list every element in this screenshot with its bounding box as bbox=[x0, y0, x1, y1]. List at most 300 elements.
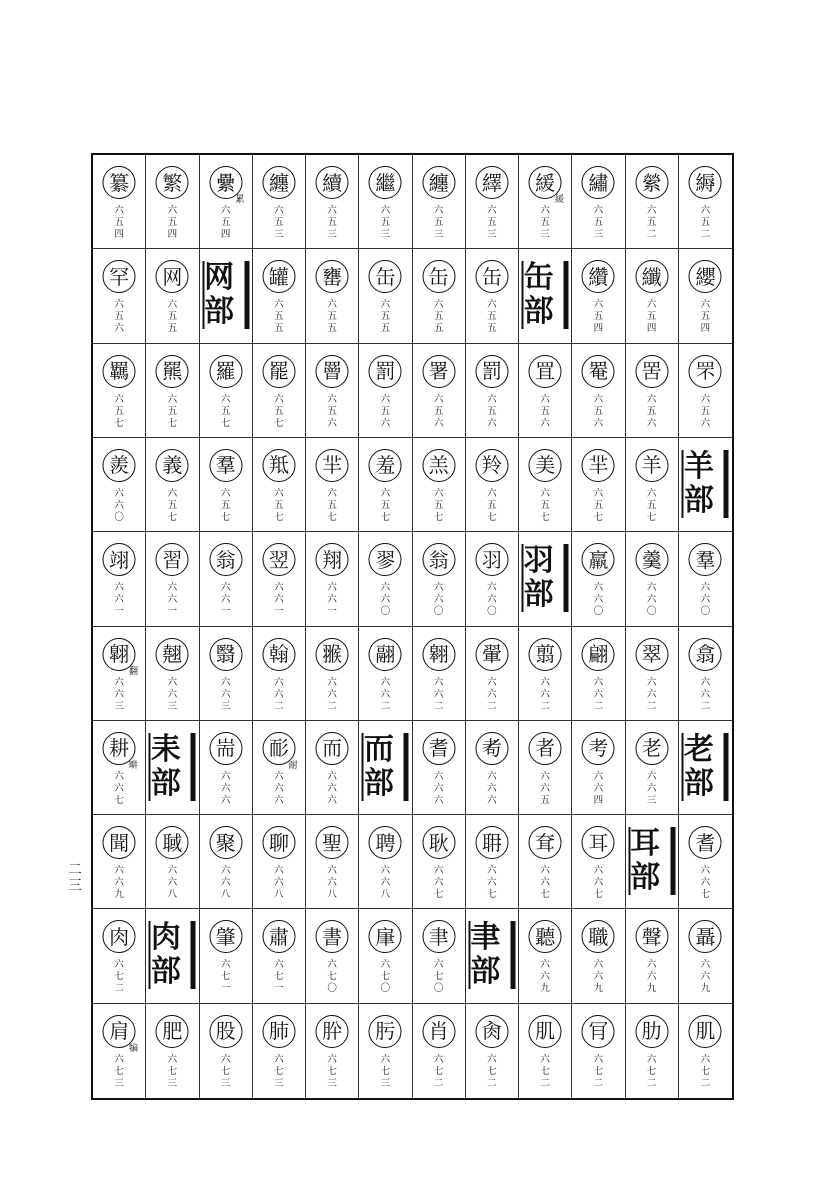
circled-character: 股 bbox=[209, 1015, 242, 1048]
page-reference: 六六〇 bbox=[487, 582, 497, 618]
character-entry bbox=[626, 627, 679, 721]
page-reference: 六五五 bbox=[327, 299, 337, 335]
circled-character: 聚 bbox=[209, 826, 242, 859]
character-entry bbox=[306, 721, 359, 815]
circled-character: 肎 bbox=[582, 1015, 615, 1048]
circled-character: 聖 bbox=[316, 826, 349, 859]
radical-heading-cell bbox=[519, 532, 572, 626]
page-reference: 六六二 bbox=[540, 676, 550, 712]
circled-character: 翺 bbox=[103, 638, 136, 671]
circled-character: 習 bbox=[156, 543, 189, 576]
circled-character: 耼 bbox=[475, 826, 508, 859]
circled-character: 聘 bbox=[369, 826, 402, 859]
page-reference: 六六〇 bbox=[700, 582, 711, 618]
character-entry bbox=[253, 815, 306, 909]
circled-character: 羔 bbox=[422, 449, 455, 482]
radical-heading-cell bbox=[466, 909, 519, 1003]
circled-character: 网 bbox=[156, 260, 189, 293]
radical-heading-cell bbox=[146, 721, 199, 815]
character-entry bbox=[626, 532, 679, 626]
circled-character: 翭 bbox=[316, 638, 349, 671]
circled-character: 肌 bbox=[529, 1015, 562, 1048]
character-entry bbox=[519, 1004, 572, 1098]
radical-heading-cell bbox=[519, 249, 572, 343]
page-reference: 六五五 bbox=[167, 299, 178, 335]
radical-heading: 羊部 bbox=[682, 450, 729, 518]
character-entry bbox=[679, 155, 732, 249]
character-entry bbox=[306, 155, 359, 249]
circled-character: 翠 bbox=[635, 638, 668, 671]
circled-character: 罋 bbox=[316, 260, 349, 293]
page-reference: 六六九 bbox=[540, 959, 550, 995]
circled-character: 繁 bbox=[156, 166, 189, 199]
circled-character: 肌 bbox=[689, 1015, 722, 1048]
circled-character: 肉 bbox=[103, 920, 136, 953]
circled-character: 羽 bbox=[475, 543, 508, 576]
page-reference: 六五六 bbox=[380, 393, 391, 429]
character-entry bbox=[626, 344, 679, 438]
character-entry bbox=[679, 627, 732, 721]
character-entry bbox=[93, 721, 146, 815]
circled-character: 纍 bbox=[209, 166, 242, 199]
circled-character: 聲 bbox=[635, 920, 668, 953]
circled-character: 羆 bbox=[156, 355, 189, 388]
page-reference: 六五四 bbox=[646, 299, 657, 335]
circled-character: 羞 bbox=[369, 449, 402, 482]
page-reference: 六六〇 bbox=[593, 582, 604, 618]
page-reference: 六五三 bbox=[540, 205, 550, 240]
circled-character: 耿 bbox=[422, 826, 455, 859]
page-reference: 六五五 bbox=[274, 299, 284, 335]
page-reference: 六六八 bbox=[167, 865, 178, 901]
circled-character: 翌 bbox=[262, 543, 295, 576]
page-reference: 六六二 bbox=[380, 676, 391, 712]
radical-heading: 耒部 bbox=[149, 733, 196, 801]
character-entry bbox=[626, 155, 679, 249]
character-entry bbox=[306, 438, 359, 532]
page-reference: 六五六 bbox=[433, 393, 444, 429]
character-entry bbox=[413, 438, 466, 532]
circled-character: 缶 bbox=[422, 260, 455, 293]
page-reference: 六六六 bbox=[327, 770, 337, 806]
character-entry bbox=[626, 721, 679, 815]
radical-heading: 羽部 bbox=[522, 544, 569, 612]
circled-character: 肁 bbox=[369, 920, 402, 953]
character-entry bbox=[519, 344, 572, 438]
circled-character: 羸 bbox=[582, 543, 615, 576]
page-reference: 六五六 bbox=[487, 393, 497, 429]
circled-character: 義 bbox=[156, 449, 189, 482]
character-entry bbox=[253, 909, 306, 1003]
circled-character: 美 bbox=[529, 449, 562, 482]
radical-index-table bbox=[91, 153, 734, 1100]
page-reference: 六六七 bbox=[700, 865, 711, 901]
circled-character: 缶 bbox=[369, 260, 402, 293]
circled-character: 羅 bbox=[209, 355, 242, 388]
character-entry bbox=[359, 155, 412, 249]
circled-character: 罾 bbox=[316, 355, 349, 388]
page-reference: 六五七 bbox=[167, 393, 178, 429]
circled-character: 罝 bbox=[529, 355, 562, 388]
character-entry bbox=[359, 815, 412, 909]
page-reference: 六六六 bbox=[220, 770, 231, 806]
character-entry bbox=[466, 1004, 519, 1098]
circled-character: 罨 bbox=[582, 355, 615, 388]
page-reference: 六七三 bbox=[114, 1053, 124, 1089]
character-entry bbox=[626, 1004, 679, 1098]
page-reference: 六六〇 bbox=[114, 487, 124, 523]
character-entry bbox=[253, 344, 306, 438]
character-entry bbox=[93, 1004, 146, 1098]
character-entry bbox=[679, 344, 732, 438]
character-entry bbox=[200, 155, 253, 249]
circled-character: 纘 bbox=[582, 260, 615, 293]
circled-character: 缶 bbox=[475, 260, 508, 293]
circled-character: 繡 bbox=[582, 166, 615, 199]
page-reference: 六五六 bbox=[700, 393, 711, 429]
character-entry bbox=[359, 249, 412, 343]
circled-character: 翁 bbox=[209, 543, 242, 576]
circled-character: 翰 bbox=[262, 638, 295, 671]
character-entry bbox=[679, 815, 732, 909]
character-entry bbox=[572, 909, 625, 1003]
page-reference: 六五四 bbox=[593, 299, 604, 335]
character-entry bbox=[413, 344, 466, 438]
circled-character: 耇 bbox=[475, 732, 508, 765]
page-reference: 六五七 bbox=[274, 487, 284, 523]
character-entry bbox=[626, 249, 679, 343]
circled-character: 翱 bbox=[422, 638, 455, 671]
circled-character: 翦 bbox=[529, 638, 562, 671]
circled-character: 耆 bbox=[689, 826, 722, 859]
page-reference: 六六九 bbox=[114, 865, 124, 901]
character-entry bbox=[413, 1004, 466, 1098]
circled-character: 署 bbox=[422, 355, 455, 388]
character-entry bbox=[306, 532, 359, 626]
page-reference: 六六八 bbox=[274, 865, 284, 901]
circled-character: 縈 bbox=[635, 166, 668, 199]
page-reference: 六七三 bbox=[380, 1053, 391, 1089]
character-entry bbox=[253, 627, 306, 721]
page-number: 二三 bbox=[68, 862, 82, 894]
character-entry bbox=[572, 721, 625, 815]
circled-character: 耷 bbox=[529, 826, 562, 859]
circled-character: 翏 bbox=[369, 543, 402, 576]
circled-character: 老 bbox=[635, 732, 668, 765]
circled-character: 繼 bbox=[369, 166, 402, 199]
page-reference: 六六〇 bbox=[433, 582, 444, 618]
circled-character: 罷 bbox=[262, 355, 295, 388]
page-reference: 六五七 bbox=[114, 393, 124, 429]
page-reference: 六七二 bbox=[646, 1053, 657, 1089]
character-entry bbox=[626, 438, 679, 532]
radical-heading-cell bbox=[679, 438, 732, 532]
variant-form: 耐 bbox=[288, 760, 298, 771]
circled-character: 耑 bbox=[209, 732, 242, 765]
character-entry bbox=[519, 815, 572, 909]
circled-character: 羨 bbox=[103, 449, 136, 482]
page-reference: 六五五 bbox=[380, 299, 391, 335]
character-entry bbox=[413, 815, 466, 909]
circled-character: 翩 bbox=[582, 638, 615, 671]
circled-character: 肇 bbox=[209, 920, 242, 953]
circled-character: 肏 bbox=[475, 1015, 508, 1048]
character-entry bbox=[200, 721, 253, 815]
page-reference: 六六一 bbox=[167, 582, 178, 618]
character-entry bbox=[466, 249, 519, 343]
page-reference: 六七三 bbox=[220, 1053, 231, 1089]
character-entry bbox=[572, 438, 625, 532]
circled-character: 書 bbox=[316, 920, 349, 953]
circled-character: 肩 bbox=[103, 1015, 136, 1048]
page-reference: 六六七 bbox=[593, 865, 604, 901]
page-reference: 六五七 bbox=[540, 487, 550, 523]
circled-character: 纏 bbox=[422, 166, 455, 199]
character-entry bbox=[93, 249, 146, 343]
radical-heading: 聿部 bbox=[468, 921, 515, 989]
character-entry bbox=[359, 438, 412, 532]
character-entry bbox=[572, 1004, 625, 1098]
page-reference: 六六八 bbox=[380, 865, 391, 901]
character-entry bbox=[679, 249, 732, 343]
circled-character: 考 bbox=[582, 732, 615, 765]
page-reference: 六五六 bbox=[327, 393, 337, 429]
character-entry bbox=[572, 155, 625, 249]
character-entry bbox=[93, 909, 146, 1003]
variant-form: 犏 bbox=[129, 1043, 139, 1054]
character-entry bbox=[572, 344, 625, 438]
circled-character: 而 bbox=[316, 732, 349, 765]
page-reference: 六五三 bbox=[274, 205, 284, 240]
character-entry bbox=[359, 532, 412, 626]
page-reference: 六六一 bbox=[327, 582, 337, 618]
page-reference: 六五六 bbox=[540, 393, 550, 429]
page-reference: 六六一 bbox=[274, 582, 284, 618]
page-reference: 六五四 bbox=[220, 205, 231, 240]
page-reference: 六七二 bbox=[700, 1053, 711, 1089]
radical-heading: 肉部 bbox=[149, 921, 196, 989]
radical-heading-cell bbox=[200, 249, 253, 343]
circled-character: 肅 bbox=[262, 920, 295, 953]
page-reference: 六五二 bbox=[646, 205, 657, 240]
page-reference: 六六八 bbox=[220, 865, 231, 901]
circled-character: 翕 bbox=[689, 638, 722, 671]
character-entry bbox=[359, 909, 412, 1003]
variant-form: 翻 bbox=[129, 666, 139, 677]
page-reference: 六六二 bbox=[646, 676, 657, 712]
page-reference: 六五七 bbox=[433, 487, 444, 523]
page-reference: 六五七 bbox=[167, 487, 178, 523]
character-entry bbox=[466, 815, 519, 909]
page-reference: 六五七 bbox=[220, 487, 231, 523]
page-reference: 六六九 bbox=[646, 959, 657, 995]
page-reference: 六七二 bbox=[540, 1053, 550, 1089]
circled-character: 羋 bbox=[582, 449, 615, 482]
character-entry bbox=[93, 627, 146, 721]
page-reference: 六六三 bbox=[167, 676, 178, 712]
character-entry bbox=[679, 532, 732, 626]
character-entry bbox=[253, 249, 306, 343]
circled-character: 翊 bbox=[103, 543, 136, 576]
character-entry bbox=[413, 627, 466, 721]
page-reference: 六七二 bbox=[433, 1053, 444, 1089]
page-reference: 六六二 bbox=[274, 676, 284, 712]
circled-character: 羣 bbox=[209, 449, 242, 482]
circled-character: 翬 bbox=[475, 638, 508, 671]
character-entry bbox=[200, 815, 253, 909]
page-reference: 六五三 bbox=[487, 205, 497, 240]
circled-character: 羊 bbox=[635, 449, 668, 482]
page-reference: 六七〇 bbox=[433, 959, 444, 995]
variant-form: 累 bbox=[235, 195, 245, 205]
character-entry bbox=[253, 438, 306, 532]
character-entry bbox=[306, 344, 359, 438]
page-reference: 六五六 bbox=[646, 393, 657, 429]
circled-character: 肋 bbox=[635, 1015, 668, 1048]
page-reference: 六五三 bbox=[380, 205, 391, 240]
page-reference: 六五三 bbox=[433, 205, 444, 240]
character-entry bbox=[679, 909, 732, 1003]
circled-character: 聶 bbox=[689, 920, 722, 953]
character-entry bbox=[413, 155, 466, 249]
radical-heading-cell bbox=[359, 721, 412, 815]
character-entry bbox=[306, 249, 359, 343]
circled-character: 纖 bbox=[635, 260, 668, 293]
page-reference: 六六二 bbox=[433, 676, 444, 712]
page-reference: 六五三 bbox=[593, 205, 604, 240]
page-reference: 六六五 bbox=[540, 770, 550, 806]
character-entry bbox=[93, 532, 146, 626]
page-reference: 六五五 bbox=[433, 299, 444, 335]
page-reference: 六七二 bbox=[114, 959, 124, 995]
character-entry bbox=[93, 155, 146, 249]
character-entry bbox=[413, 532, 466, 626]
character-entry bbox=[306, 627, 359, 721]
page-reference: 六五七 bbox=[646, 487, 657, 523]
page-reference: 六六七 bbox=[487, 865, 497, 901]
circled-character: 聽 bbox=[529, 920, 562, 953]
character-entry bbox=[200, 344, 253, 438]
character-entry bbox=[146, 155, 199, 249]
radical-heading-cell bbox=[679, 721, 732, 815]
page-reference: 六七〇 bbox=[327, 959, 337, 995]
page-reference: 六五七 bbox=[220, 393, 231, 429]
radical-heading-cell bbox=[146, 909, 199, 1003]
radical-heading: 老部 bbox=[682, 733, 729, 801]
character-entry bbox=[466, 721, 519, 815]
circled-character: 罘 bbox=[689, 355, 722, 388]
page-reference: 六六八 bbox=[327, 865, 337, 901]
page-reference: 六六六 bbox=[433, 770, 444, 806]
page-reference: 六六二 bbox=[487, 676, 497, 712]
page-reference: 六六七 bbox=[540, 865, 550, 901]
circled-character: 耕 bbox=[103, 732, 136, 765]
page-reference: 六六〇 bbox=[646, 582, 657, 618]
circled-character: 肖 bbox=[422, 1015, 455, 1048]
circled-character: 翮 bbox=[369, 638, 402, 671]
circled-character: 耏 bbox=[262, 732, 295, 765]
character-entry bbox=[146, 249, 199, 343]
character-entry bbox=[253, 532, 306, 626]
character-entry bbox=[679, 1004, 732, 1098]
character-entry bbox=[200, 438, 253, 532]
page-reference: 六六三 bbox=[220, 676, 231, 712]
character-entry bbox=[200, 1004, 253, 1098]
character-entry bbox=[519, 155, 572, 249]
page-reference: 六六三 bbox=[646, 770, 657, 806]
character-entry bbox=[466, 627, 519, 721]
radical-heading-cell bbox=[626, 815, 679, 909]
character-entry bbox=[572, 249, 625, 343]
character-entry bbox=[359, 1004, 412, 1098]
character-entry bbox=[306, 1004, 359, 1098]
page-reference: 六七三 bbox=[274, 1053, 284, 1089]
circled-character: 罟 bbox=[635, 355, 668, 388]
character-entry bbox=[146, 1004, 199, 1098]
circled-character: 耆 bbox=[422, 732, 455, 765]
page-reference: 六五五 bbox=[487, 299, 497, 335]
character-entry bbox=[466, 532, 519, 626]
character-entry bbox=[306, 909, 359, 1003]
radical-heading: 耳部 bbox=[628, 827, 675, 895]
circled-character: 罐 bbox=[262, 260, 295, 293]
character-entry bbox=[93, 815, 146, 909]
page-reference: 六五七 bbox=[327, 487, 337, 523]
page-reference: 六六一 bbox=[220, 582, 231, 618]
page-reference: 六七三 bbox=[167, 1053, 178, 1089]
character-entry bbox=[466, 344, 519, 438]
circled-character: 繹 bbox=[475, 166, 508, 199]
page-reference: 六五六 bbox=[593, 393, 604, 429]
circled-character: 翳 bbox=[209, 638, 242, 671]
radical-heading: 网部 bbox=[202, 261, 249, 329]
page-reference: 六五三 bbox=[327, 205, 337, 240]
character-entry bbox=[572, 815, 625, 909]
variant-form: 緩 bbox=[555, 195, 565, 205]
page-reference: 六五四 bbox=[167, 205, 178, 240]
character-entry bbox=[146, 532, 199, 626]
character-entry bbox=[519, 627, 572, 721]
circled-character: 纓 bbox=[689, 260, 722, 293]
circled-character: 肸 bbox=[316, 1015, 349, 1048]
character-entry bbox=[146, 627, 199, 721]
radical-heading: 缶部 bbox=[522, 261, 569, 329]
circled-character: 羣 bbox=[689, 543, 722, 576]
character-entry bbox=[466, 155, 519, 249]
page-reference: 六七二 bbox=[487, 1053, 497, 1089]
circled-character: 聿 bbox=[422, 920, 455, 953]
circled-character: 肺 bbox=[262, 1015, 295, 1048]
circled-character: 緩 bbox=[529, 166, 562, 199]
page-reference: 六六二 bbox=[700, 676, 711, 712]
circled-character: 縟 bbox=[689, 166, 722, 199]
character-entry bbox=[253, 721, 306, 815]
circled-character: 羚 bbox=[475, 449, 508, 482]
character-entry bbox=[200, 909, 253, 1003]
character-entry bbox=[200, 532, 253, 626]
circled-character: 翔 bbox=[316, 543, 349, 576]
circled-character: 續 bbox=[316, 166, 349, 199]
character-entry bbox=[626, 909, 679, 1003]
circled-character: 羈 bbox=[103, 355, 136, 388]
page-reference: 六六七 bbox=[433, 865, 444, 901]
circled-character: 羋 bbox=[316, 449, 349, 482]
circled-character: 翹 bbox=[156, 638, 189, 671]
character-entry bbox=[519, 909, 572, 1003]
variant-form: 畊 bbox=[129, 760, 139, 771]
character-entry bbox=[466, 438, 519, 532]
page-reference: 六六九 bbox=[593, 959, 604, 995]
